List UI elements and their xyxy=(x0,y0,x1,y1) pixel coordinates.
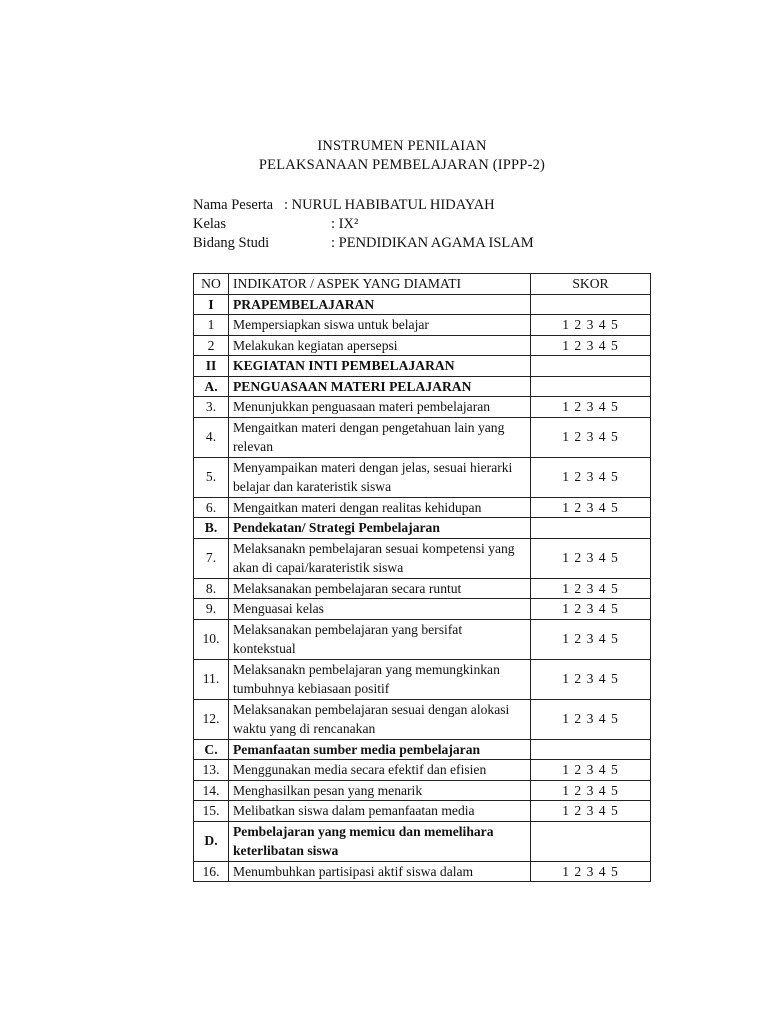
column-header-indicator: INDIKATOR / ASPEK YANG DIAMATI xyxy=(229,274,531,295)
row-number: 2 xyxy=(194,335,229,356)
score-scale: 1 2 3 4 5 xyxy=(531,619,651,659)
table-row xyxy=(194,417,651,457)
table-row xyxy=(194,801,651,822)
score-scale: 1 2 3 4 5 xyxy=(531,315,651,336)
section-row xyxy=(194,376,651,397)
table-row xyxy=(194,861,651,882)
table-row xyxy=(194,335,651,356)
indicator-text: Melaksanakan pembelajaran yang bersifat kontekstual xyxy=(229,619,531,659)
row-number: 13. xyxy=(194,760,229,781)
score-scale xyxy=(531,739,651,760)
indicator-text: Menyampaikan materi dengan jelas, sesuai hierarki belajar dan karateristik siswa xyxy=(229,457,531,497)
participant-class-value: : IX² xyxy=(331,216,359,232)
indicator-text: Melaksanakan pembelajaran sesuai dengan alokasi waktu yang di rencanakan xyxy=(229,699,531,739)
row-number: 9. xyxy=(194,599,229,620)
score-scale: 1 2 3 4 5 xyxy=(531,659,651,699)
section-row xyxy=(194,821,651,861)
row-number: 11. xyxy=(194,659,229,699)
table-row xyxy=(194,397,651,418)
indicator-text: Mempersiapkan siswa untuk belajar xyxy=(229,315,531,336)
score-scale: 1 2 3 4 5 xyxy=(531,397,651,418)
table-row xyxy=(194,538,651,578)
section-title: Pembelajaran yang memicu dan memelihara keterlibatan siswa xyxy=(229,821,531,861)
indicator-text: Menggunakan media secara efektif dan efisien xyxy=(229,760,531,781)
score-scale: 1 2 3 4 5 xyxy=(531,538,651,578)
score-scale: 1 2 3 4 5 xyxy=(531,457,651,497)
section-title: PRAPEMBELAJARAN xyxy=(229,294,531,315)
indicator-text: Mengaitkan materi dengan pengetahuan lain yang relevan xyxy=(229,417,531,457)
score-scale xyxy=(531,821,651,861)
indicator-text: Melaksanakn pembelajaran sesuai kompetensi yang akan di capai/karateristik siswa xyxy=(229,538,531,578)
score-scale xyxy=(531,518,651,539)
score-scale: 1 2 3 4 5 xyxy=(531,699,651,739)
participant-subject-label: Bidang Studi xyxy=(193,235,270,251)
row-number: 7. xyxy=(194,538,229,578)
table-row xyxy=(194,760,651,781)
row-number: II xyxy=(194,356,229,377)
row-number: A. xyxy=(194,376,229,397)
row-number: D. xyxy=(194,821,229,861)
column-header-score: SKOR xyxy=(531,274,651,295)
row-number: B. xyxy=(194,518,229,539)
table-row xyxy=(194,457,651,497)
section-title: KEGIATAN INTI PEMBELAJARAN xyxy=(229,356,531,377)
indicator-text: Melaksanakan pembelajaran secara runtut xyxy=(229,578,531,599)
table-row xyxy=(194,659,651,699)
row-number: 5. xyxy=(194,457,229,497)
indicator-text: Melakukan kegiatan apersepsi xyxy=(229,335,531,356)
participant-class-label: Kelas xyxy=(193,216,227,232)
score-scale xyxy=(531,294,651,315)
score-scale: 1 2 3 4 5 xyxy=(531,578,651,599)
table-row xyxy=(194,699,651,739)
score-scale: 1 2 3 4 5 xyxy=(531,335,651,356)
section-title: Pemanfaatan sumber media pembelajaran xyxy=(229,739,531,760)
participant-name-label: Nama Peserta xyxy=(193,197,274,213)
row-number: 8. xyxy=(194,578,229,599)
row-number: 1 xyxy=(194,315,229,336)
row-number: 10. xyxy=(194,619,229,659)
row-number: 6. xyxy=(194,497,229,518)
section-row xyxy=(194,739,651,760)
indicator-text: Menguasai kelas xyxy=(229,599,531,620)
row-number: I xyxy=(194,294,229,315)
indicator-text: Menghasilkan pesan yang menarik xyxy=(229,780,531,801)
assessment-table-body xyxy=(194,274,651,882)
row-number: 16. xyxy=(194,861,229,882)
table-row xyxy=(194,497,651,518)
indicator-text: Menunjukkan penguasaan materi pembelajaran xyxy=(229,397,531,418)
score-scale xyxy=(531,376,651,397)
document-subtitle: PELAKSANAAN PEMBELAJARAN (IPPP-2) xyxy=(258,157,546,173)
indicator-text: Melaksanakn pembelajaran yang memungkinkan tumbuhnya kebiasaan positif xyxy=(229,659,531,699)
participant-name-value: : NURUL HABIBATUL HIDAYAH xyxy=(284,197,495,213)
row-number: 14. xyxy=(194,780,229,801)
table-row xyxy=(194,315,651,336)
score-scale: 1 2 3 4 5 xyxy=(531,599,651,620)
table-row xyxy=(194,780,651,801)
score-scale: 1 2 3 4 5 xyxy=(531,861,651,882)
indicator-text: Mengaitkan materi dengan realitas kehidupan xyxy=(229,497,531,518)
score-scale: 1 2 3 4 5 xyxy=(531,780,651,801)
score-scale: 1 2 3 4 5 xyxy=(531,760,651,781)
table-row xyxy=(194,619,651,659)
assessment-table xyxy=(193,273,651,882)
table-row xyxy=(194,599,651,620)
section-row xyxy=(194,518,651,539)
score-scale: 1 2 3 4 5 xyxy=(531,417,651,457)
score-scale xyxy=(531,356,651,377)
section-title: PENGUASAAN MATERI PELAJARAN xyxy=(229,376,531,397)
document-title: INSTRUMEN PENILAIAN xyxy=(317,138,487,154)
indicator-text: Melibatkan siswa dalam pemanfaatan media xyxy=(229,801,531,822)
table-row xyxy=(194,578,651,599)
section-title: Pendekatan/ Strategi Pembelajaran xyxy=(229,518,531,539)
row-number: 15. xyxy=(194,801,229,822)
section-row xyxy=(194,356,651,377)
column-header-no: NO xyxy=(194,274,229,295)
row-number: 4. xyxy=(194,417,229,457)
row-number: C. xyxy=(194,739,229,760)
indicator-text: Menumbuhkan partisipasi aktif siswa dalam xyxy=(229,861,531,882)
participant-subject-value: : PENDIDIKAN AGAMA ISLAM xyxy=(331,235,534,251)
section-row xyxy=(194,294,651,315)
row-number: 3. xyxy=(194,397,229,418)
table-header-row xyxy=(194,274,651,295)
score-scale: 1 2 3 4 5 xyxy=(531,497,651,518)
score-scale: 1 2 3 4 5 xyxy=(531,801,651,822)
row-number: 12. xyxy=(194,699,229,739)
